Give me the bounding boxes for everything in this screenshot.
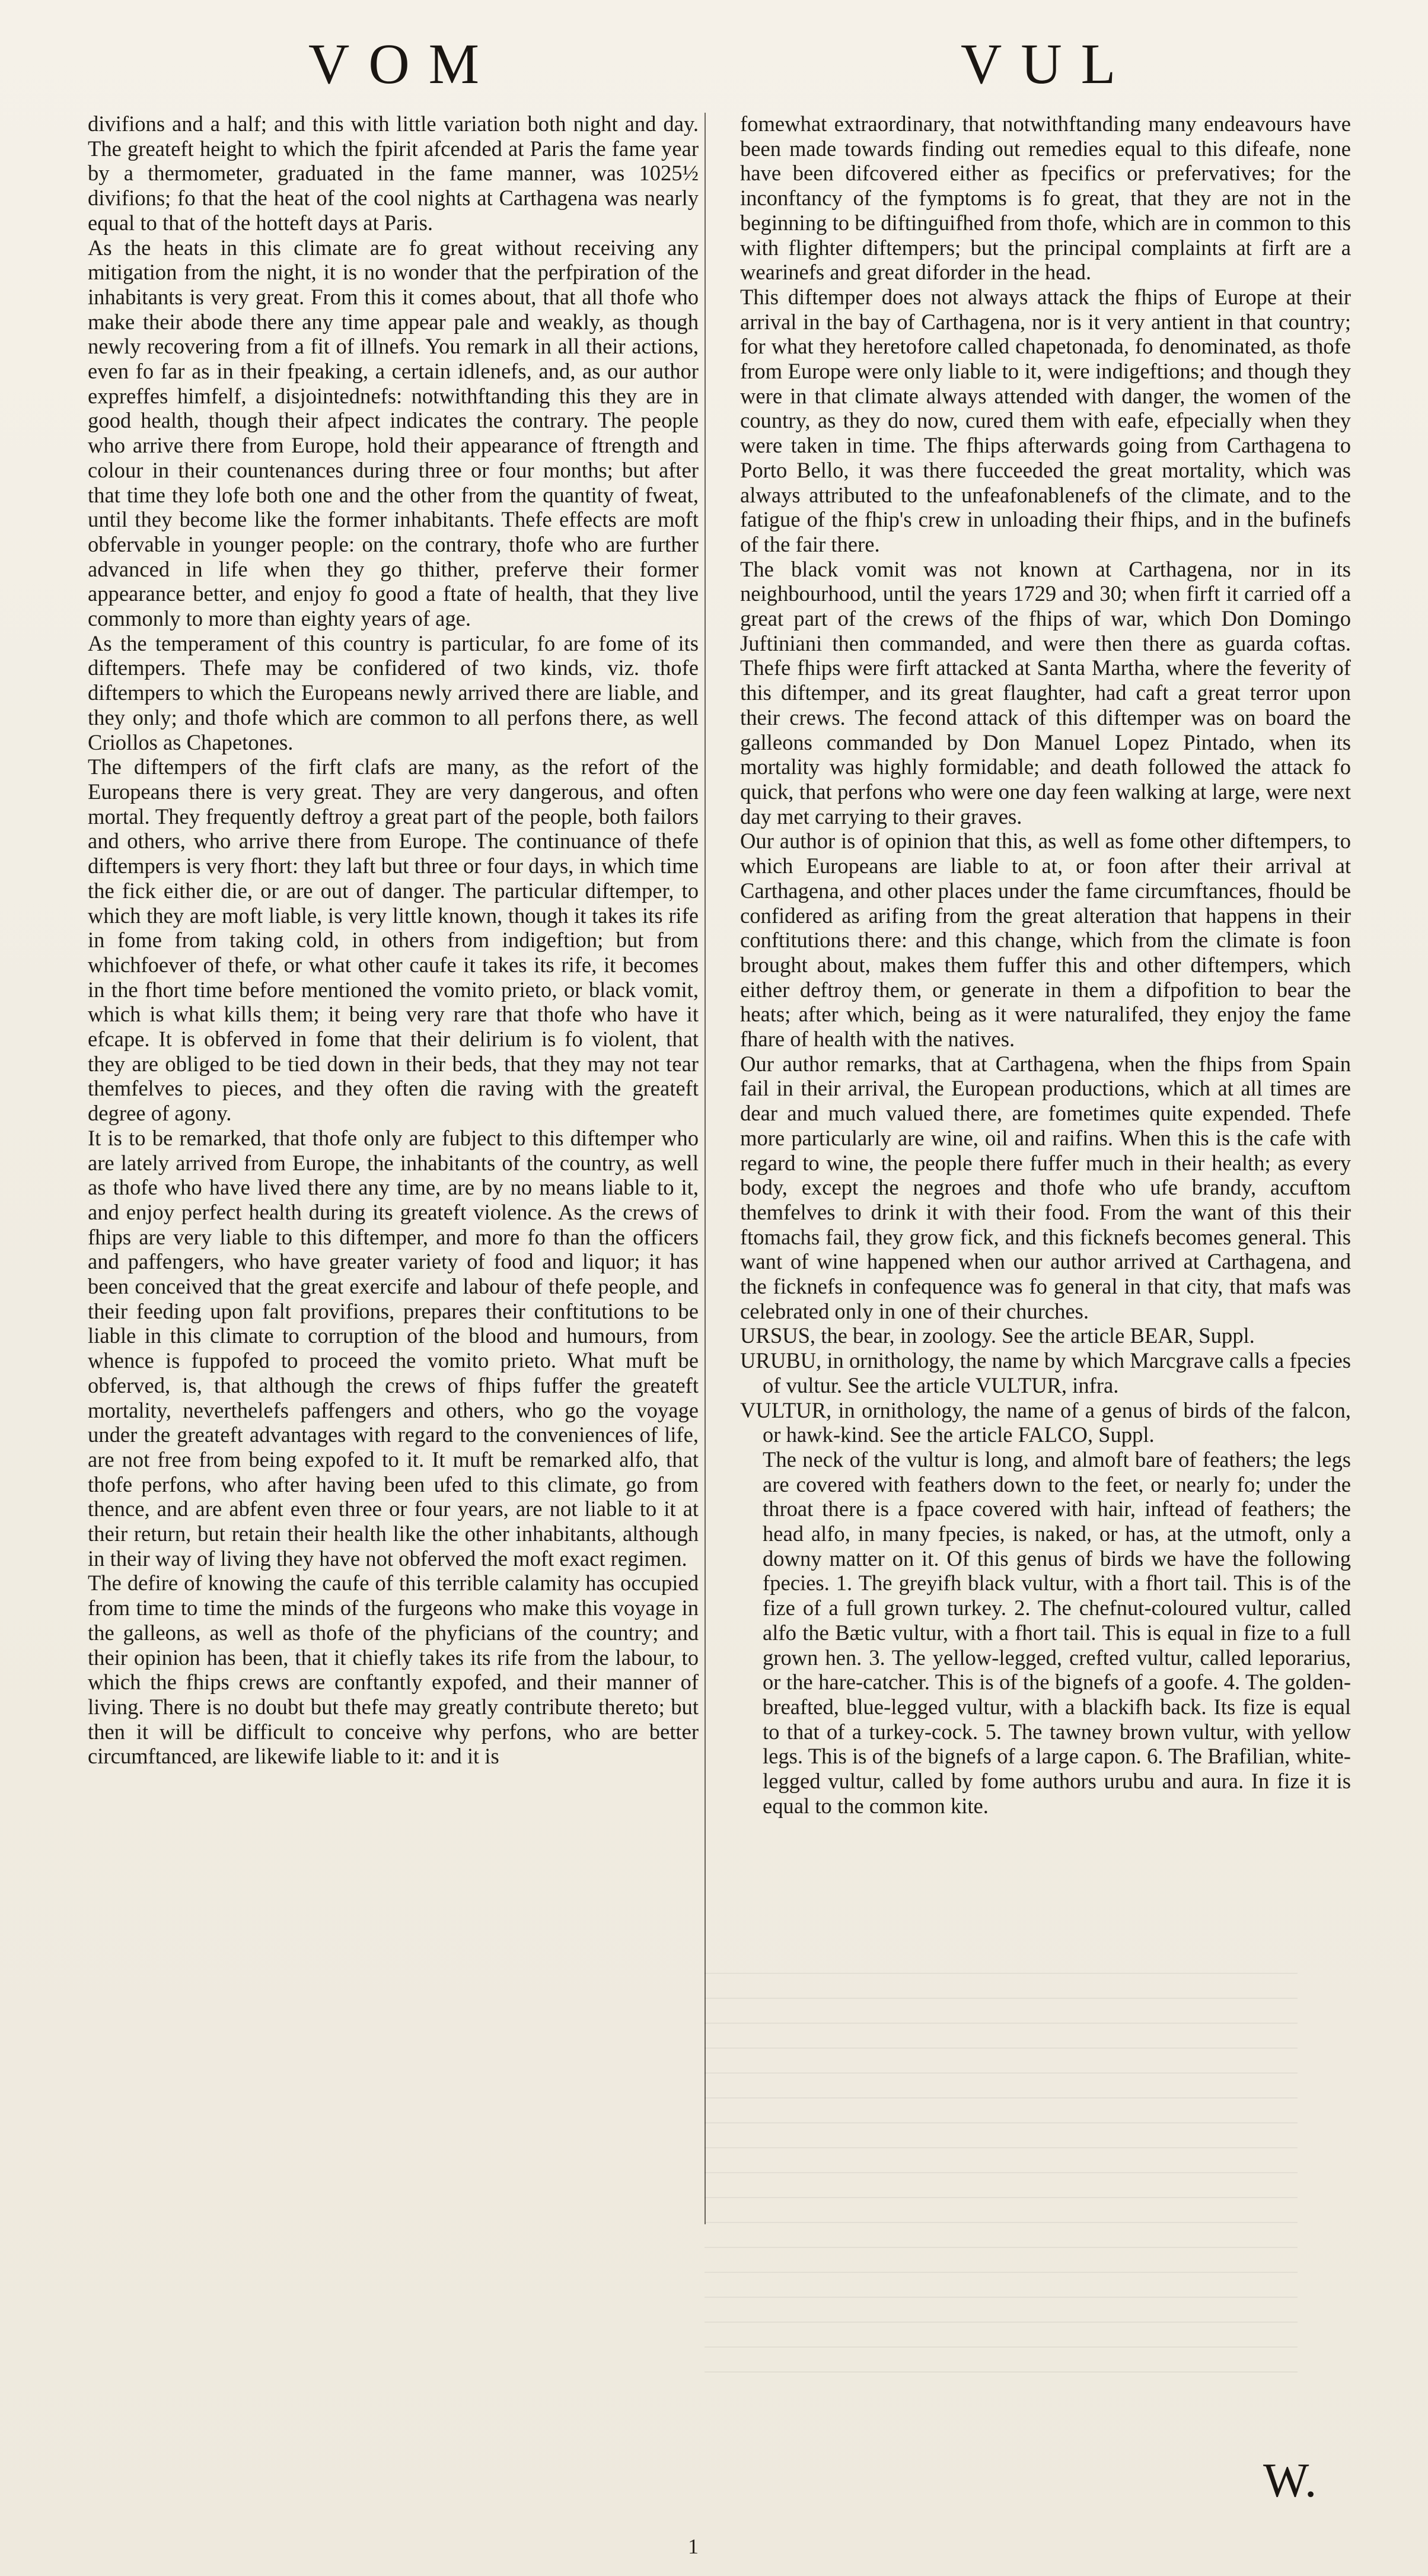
left-paragraph: It is to be remarked, that thofe only are fubject to this diftemper who are lately arrived from Europe, the inhabitants of the country, as well as thofe who have lived there any time, are by no means liable to it, and enjoy perfect health during its greateft violence. As the crews of fhips are very liable to this diftemper, and more fo than the officers and paffengers, who have greater variety of food and liquor; it has been conceived that the great exercife and labour of thefe people, and their feeding upon falt provifions, prepares their conftitutions to be liable in this climate to corruption of the blood and humours, from whence is fuppofed to proceed the vomito prieto. What muft be obferved, is, that although the crews of fhips fuffer the greateft mortality, neverthelefs paffengers and others, who go the voyage under the greateft advantages with regard to the conveniences of life, are not free from being expofed to it. It muft be remarked alfo, that thofe perfons, who after having been ufed to this climate, go from thence, and are abfent even three or four years, are not liable to it at their return, but retain their health like the other inhabitants, although in their way of living they have not obferved the moft exact regimen. (88, 1125, 699, 1571)
running-head-right: VUL (961, 32, 1135, 95)
column-divider (705, 113, 706, 2224)
right-column (740, 112, 1351, 1819)
entry-headword: URSUS, (740, 1323, 816, 1348)
entry-headword: URUBU, (740, 1348, 822, 1373)
page-number: 1 (688, 2534, 699, 2558)
left-paragraph: divifions and a half; and this with little variation both night and day. The greateft height to which the fpirit afcended at Paris the fame year by a thermometer, graduated in the fame manner, was 1025½ divifions; fo that the heat of the cool nights at Carthagena was nearly equal to that of the hotteft days at Paris. (88, 112, 699, 235)
left-paragraph: As the temperament of this country is particular, fo are fome of its diftempers. Thefe may be confidered of two kinds, viz. thofe diftempers to which the Europeans newly arrived there are liable, and they only; and thofe which are common to all perfons there, as well Criollos as Chapetones. (88, 631, 699, 754)
entry-text: in ornithology, the name by which Marcgrave calls a fpecies of vultur. See the article VULTUR, infra. (763, 1348, 1351, 1397)
left-column (88, 112, 699, 1769)
show-through-texture (705, 1957, 1298, 2373)
dictionary-entry-urubu (740, 1348, 1351, 1397)
entry-headword: VULTUR, (740, 1397, 832, 1422)
entry-text: in ornithology, the name of a genus of birds of the falcon, or hawk-kind. See the article FALCO, Suppl. (763, 1397, 1351, 1447)
right-paragraph: Our author is of opinion that this, as well as fome other diftempers, to which Europeans are liable to at, or foon after their arrival at Carthagena, and other places under the fame circumftances, fhould be confidered as arifing from the great alteration that happens in their conftitutions there: and this change, which from the climate is foon brought about, makes them fuffer this and other diftempers, which either deftroy them, or generate in them a difpofition to bear the heats; after which, being as it were naturalifed, they enjoy the fame fhare of health with the natives. (740, 829, 1351, 1052)
catchword: W. (1263, 2453, 1317, 2507)
left-paragraph: As the heats in this climate are fo great without receiving any mitigation from the night, it is no wonder that the perfpiration of the inhabitants is very great. From this it comes about, that all thofe who make their abode there any time appear pale and weakly, as though newly recovering from a fit of illnefs. You remark in all their actions, even fo far as in their fpeaking, a certain idlenefs, and, as our author expreffes himfelf, a disjointednefs: notwithftanding this they are in good health, though their afpect indicates the contrary. The people who arrive there from Europe, hold their appearance of ftrength and colour in their countenances during three or four months; but after that time they lofe both one and the other from the quantity of fweat, until they become like the former inhabitants. Thefe effects are moft obfervable in younger people: on the contrary, thofe who are further advanced in life when they go thither, preferve their former appearance better, and enjoy fo good a ftate of health, that they live commonly to more than eighty years of age. (88, 235, 699, 631)
entry-text: the bear, in zoology. See the article BEAR, Suppl. (815, 1323, 1255, 1348)
right-paragraph: This diftemper does not always attack the fhips of Europe at their arrival in the bay of Carthagena, nor is it very antient in that country; for what they heretofore called chapetonada, fo denominated, as thofe from Europe were only liable to it, were indigeftions; and though they were in that climate always attended with danger, the women of the country, as they do now, cured them with eafe, efpecially when they were taken in time. The fhips afterwards going from Carthagena to Porto Bello, it was there fucceeded the great mortality, which was always attributed to the unfeafonablenefs of the climate, and to the fatigue of the fhip's crew in unloading their fhips, and in the bufinefs of the fair there. (740, 284, 1351, 556)
right-paragraph: Our author remarks, that at Carthagena, when the fhips from Spain fail in their arrival, the European productions, which at all times are dear and much valued there, are fometimes quite expended. Thefe more particularly are wine, oil and raifins. When this is the cafe with regard to wine, the people there fuffer much in their health; as every body, except the negroes and thofe who ufe brandy, accuftom themfelves to drink it with their food. From the want of this their ftomachs fail, they grow fick, and this ficknefs becomes general. This want of wine happened when our author arrived at Carthagena, and the ficknefs in confequence was fo general in that city, that mafs was celebrated only in one of their churches. (740, 1051, 1351, 1323)
left-paragraph: The diftempers of the firft clafs are many, as the refort of the Europeans there is very great. They are very dangerous, and often mortal. They frequently deftroy a great part of the people, both failors and others, who arrive there from Europe. The continuance of thefe diftempers is very fhort: they laft but three or four days, in which time the fick either die, or are out of danger. The particular diftemper, to which they are moft liable, is very little known, though it takes its rife in fome from taking cold, in others from indigeftion; but from whichfoever of thefe, or what other caufe it takes its rife, it becomes in the fhort time before mentioned the vomito prieto, or black vomit, which is what kills them; it being very rare that thofe who have it efcape. It is obferved in fome that their delirium is fo violent, that they are obliged to be tied down in their beds, that they may not tear themfelves to pieces, and they often die raving with the greateft degree of agony. (88, 754, 699, 1126)
vultur-description: The neck of the vultur is long, and almoft bare of feathers; the legs are covered with feathers down to the feet, or nearly fo; under the throat there is a fpace covered with hair, inftead of feathers; the head alfo, in many fpecies, is naked, or has, at the utmoft, only a downy matter on it. Of this genus of birds we have the following fpecies. 1. The greyifh black vultur, with a fhort tail. This is of the fize of a full grown turkey. 2. The chefnut-coloured vultur, called alfo the Bætic vultur, with a fhort tail. This is equal in fize to a full grown hen. 3. The yellow-legged, crefted vultur, called leporarius, or the hare-catcher. This is of the bignefs of a goofe. 4. The golden-breafted, blue-legged vultur, with a blackifh back. Its fize is equal to that of a turkey-cock. 5. The tawney brown vultur, with yellow legs. This is of the bignefs of a large capon. 6. The Brafilian, white-legged vultur, called by fome authors urubu and aura. In fize it is equal to the common kite. (763, 1447, 1351, 1818)
left-paragraph: The defire of knowing the caufe of this terrible calamity has occupied from time to time the minds of the furgeons who make this voyage in the galleons, as well as thofe of the phyficians of the country; and their opinion has been, that it chiefly takes its rife from the labour, to which the fhips crews are conftantly expofed, and their manner of living. There is no doubt but thefe may greatly contribute thereto; but then it will be difficult to conceive why perfons, who are better circumftanced, are likewife liable to it: and it is (88, 1571, 699, 1769)
dictionary-entry-ursus (740, 1323, 1351, 1348)
right-paragraph: The black vomit was not known at Carthagena, nor in its neighbourhood, until the years 1729 and 30; when firft it carried off a great part of the crews of the fhips of war, which Don Domingo Juftiniani then commanded, and were then there as guarda coftas. Thefe fhips were firft attacked at Santa Martha, where the feverity of this diftemper, and its great flaughter, had caft a great terror upon their crews. The fecond attack of this diftemper was on board the galleons commanded by Don Manuel Lopez Pintado, when its mortality was highly formidable; and death followed the attack fo quick, that perfons who were one day feen walking at large, were next day met carrying to their graves. (740, 556, 1351, 829)
dictionary-entry-vultur (740, 1398, 1351, 1447)
right-paragraph: fomewhat extraordinary, that notwithftanding many endeavours have been made towards finding out remedies equal to this difeafe, none have been difcovered either as fpecifics or prefervatives; for the inconftancy of the fymptoms is fo great, that they are not in the beginning to be diftinguifhed from thofe, which are in common to this with flighter diftempers; but the principal complaints at firft are a wearinefs and great diforder in the head. (740, 112, 1351, 285)
running-head-left: VOM (308, 32, 499, 95)
